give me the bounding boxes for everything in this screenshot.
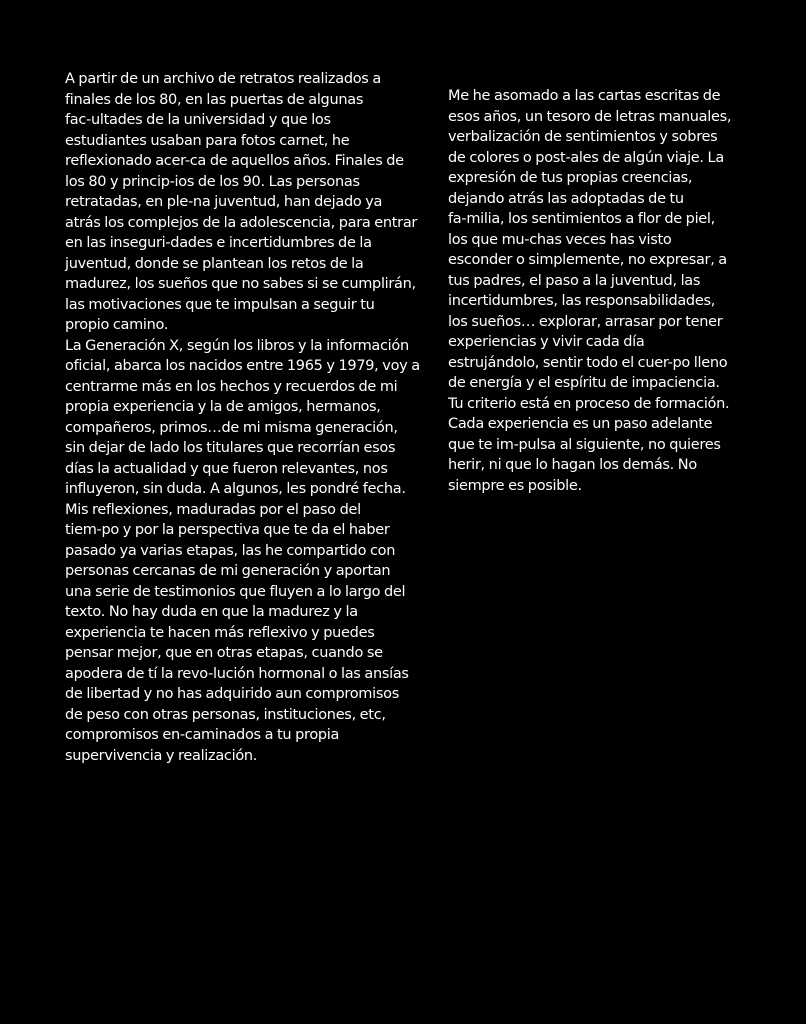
text-line: de peso con otras personas, instituciones, etc, [65, 706, 386, 723]
text-line: personas cercanas de mi generación y aportan [65, 563, 391, 579]
text-line: días la actualidad y que fueron relevantes, nos [65, 460, 388, 477]
text-line: de libertad y no has adquirido aun compromisos [65, 686, 399, 702]
text-line: esos años, un tesoro de letras manuales, [448, 108, 732, 125]
text-line: Cada experiencia es un paso adelante [448, 416, 713, 432]
text-line: propia experiencia y la de amigos, hermanos, [65, 399, 381, 415]
text-line: La Generación X, según los libros y la información [65, 337, 409, 354]
text-line: retratadas, en ple-na juventud, han dejado ya [65, 194, 383, 210]
text-line: Mis reflexiones, maduradas por el paso del [65, 501, 361, 518]
text-line: propio camino. [65, 317, 169, 333]
text-line: tiem-po y por la perspectiva que te da el haber [65, 522, 390, 538]
text-line: Tu criterio está en proceso de formación. [448, 395, 730, 412]
text-line: atrás los complejos de la adolescencia, para entrar [65, 214, 418, 231]
text-line: texto. No hay duda en que la madurez y la [65, 604, 358, 620]
text-line: verbalización de sentimientos y sobres [448, 129, 718, 145]
text-line: compañeros, primos…de mi misma generación, [65, 419, 398, 436]
text-line: finales de los 80, en las puertas de algunas [65, 91, 364, 108]
text-line: Me he asomado a las cartas escritas de [448, 88, 721, 104]
right-text-column [448, 86, 740, 496]
text-line: que te im-pulsa al siguiente, no quieres [448, 436, 721, 453]
text-line: A partir de un archivo de retratos realizados a [65, 71, 381, 87]
text-line: apodera de tí la revo-lución hormonal o las ansías [65, 665, 409, 682]
text-line: juventud, donde se plantean los retos de la [65, 255, 364, 272]
text-line: de colores o post-ales de algún viaje. La [448, 149, 724, 166]
text-line: centrarme más en los hechos y recuerdos de mi [65, 378, 398, 395]
text-line: de energía y el espíritu de impaciencia. [448, 375, 720, 391]
text-line: sin dejar de lado los titulares que recorrían esos [65, 440, 396, 456]
text-line: experiencia te hacen más reflexivo y puedes [65, 624, 375, 641]
text-line: siempre es posible. [448, 477, 582, 494]
text-line: compromisos en-caminados a tu propia [65, 727, 340, 743]
text-line: herir, ni que lo hagan los demás. No [448, 457, 697, 473]
text-line: tus padres, el paso a la juventud, las [448, 272, 701, 289]
text-line: una serie de testimonios que fluyen a lo largo del [65, 583, 406, 600]
text-line: los 80 y princip-ios de los 90. Las personas [65, 173, 360, 190]
text-line: experiencias y vivir cada día [448, 334, 645, 350]
text-line: estudiantes usaban para fotos carnet, he [65, 132, 350, 149]
text-line: incertidumbres, las responsabilidades, [448, 293, 716, 309]
text-line: expresión de tus propias creencias, [448, 170, 693, 186]
text-line: en las inseguri-dades e incertidumbres de la [65, 235, 372, 251]
left-text-column [65, 69, 425, 766]
text-line: los sueños… explorar, arrasar por tener [448, 313, 723, 330]
text-line: supervivencia y realización. [65, 747, 258, 764]
text-line: oficial, abarca los nacidos entre 1965 y 1979, voy a [65, 358, 420, 374]
text-line: fa-milia, los sentimientos a flor de piel, [448, 211, 715, 227]
text-line: las motivaciones que te impulsan a seguir tu [65, 296, 375, 313]
text-line: esconder o simplemente, no expresar, a [448, 252, 727, 268]
text-line: fac-ultades de la universidad y que los [65, 112, 331, 128]
text-line: estrujándolo, sentir todo el cuer-po lleno [448, 354, 728, 371]
text-line: pensar mejor, que en otras etapas, cuando se [65, 645, 383, 661]
text-line: pasado ya varias etapas, las he compartido con [65, 542, 396, 559]
text-line: los que mu-chas veces has visto [448, 231, 672, 248]
text-line: dejando atrás las adoptadas de tu [448, 190, 684, 207]
text-line: madurez, los sueños que no sabes si se cumplirán, [65, 276, 416, 292]
text-line: influyeron, sin duda. A algunos, les pondré fecha. [65, 481, 406, 497]
text-line: reflexionado acer-ca de aquellos años. Finales de [65, 153, 404, 169]
